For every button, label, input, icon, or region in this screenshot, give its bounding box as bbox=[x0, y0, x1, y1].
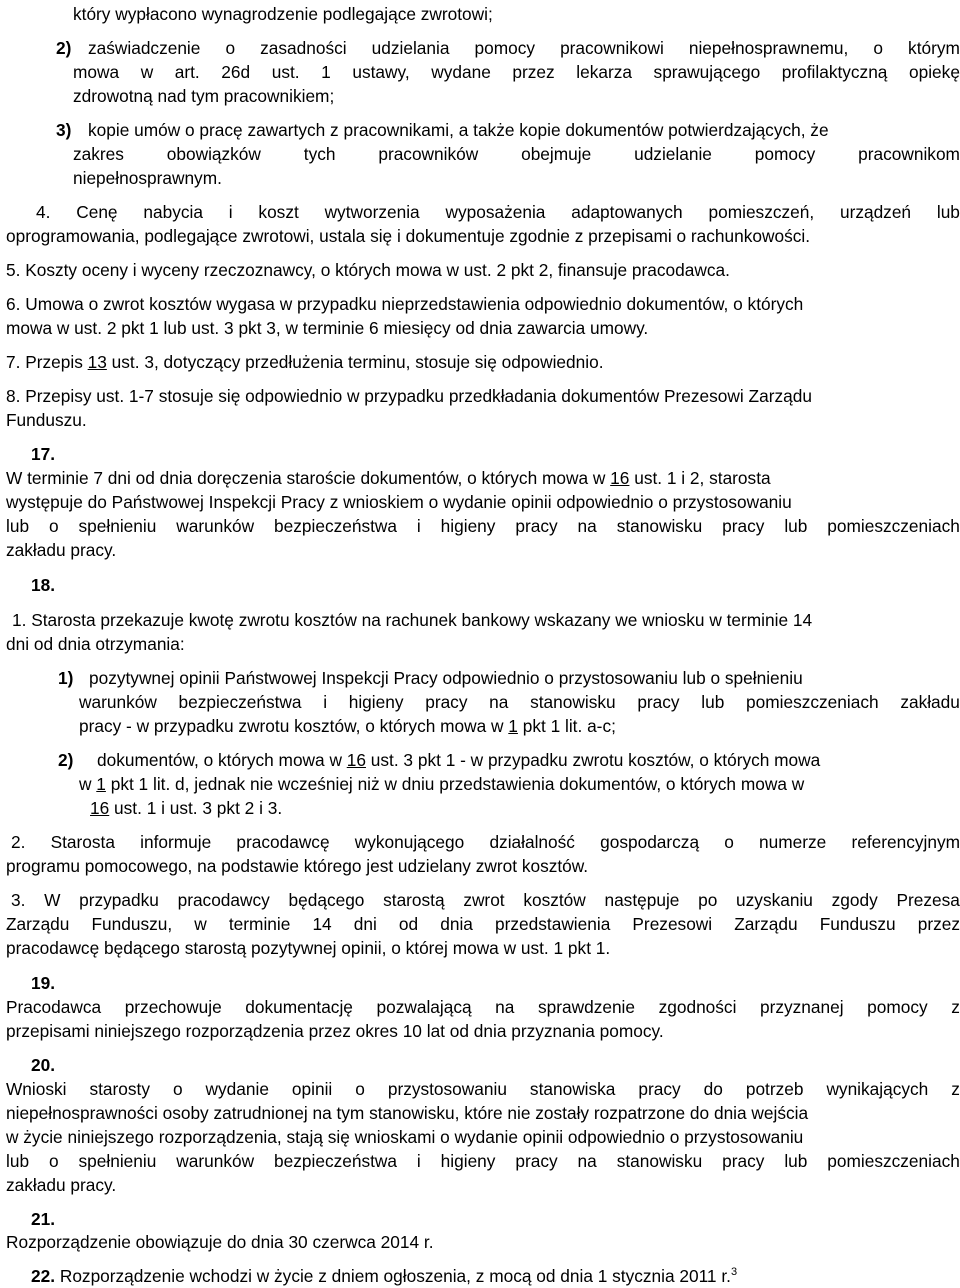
text-line: zdrowotną nad tym pracownikiem; bbox=[73, 86, 335, 106]
text-line: zakładu pracy. bbox=[6, 540, 117, 560]
text-line: zakładu pracy. bbox=[6, 1175, 117, 1195]
list-number: 2) bbox=[56, 38, 72, 58]
text-line: w życie niniejszego rozporządzenia, stają się wnioskami o wydanie opinii odpowiednio o przystosowaniu bbox=[6, 1127, 804, 1147]
footnote-marker: 3 bbox=[730, 1266, 738, 1278]
section-reference: 1 bbox=[508, 716, 518, 736]
text-line: 6. Umowa o zwrot kosztów wygasa w przypadku nieprzedstawienia odpowiednio dokumentów, o których bbox=[6, 294, 804, 314]
text-line: oprogramowania, podlegające zwrotowi, ustala się i dokumentuje zgodnie z przepisami o rachunkowości. bbox=[6, 226, 811, 246]
text-line: niepełnosprawności osoby zatrudnionej na tym stanowisku, które nie zostały rozpatrzone do dnia wejścia bbox=[6, 1103, 809, 1123]
text-line: 4. Cenę nabycia i koszt wytworzenia wyposażenia adaptowanych pomieszczeń, urządzeń lub bbox=[36, 202, 960, 222]
text-line: pracodawcę będącego starostą pozytywnej opinii, o której mowa w ust. 1 pkt 1. bbox=[6, 938, 611, 958]
text-line: kopie umów o pracę zawartych z pracownikami, a także kopie dokumentów potwierdzających, że bbox=[88, 120, 829, 140]
text-line: w 1 pkt 1 lit. d, jednak nie wcześniej niż w dniu przedstawienia dokumentów, o których mowa w bbox=[79, 774, 805, 794]
section-heading: 19. bbox=[31, 973, 56, 993]
text-line: zaświadczenie o zasadności udzielania pomocy pracownikowi niepełnosprawnemu, o którym bbox=[88, 38, 960, 58]
text-line: Rozporządzenie obowiązuje do dnia 30 czerwca 2014 r. bbox=[6, 1232, 434, 1252]
section-reference: 16 bbox=[90, 798, 110, 818]
section-reference: 16 bbox=[346, 750, 366, 770]
text-line: W terminie 7 dni od dnia doręczenia staroście dokumentów, o których mowa w 16 ust. 1 i 2, starosta bbox=[6, 468, 771, 488]
section-reference: 16 bbox=[610, 468, 630, 488]
section-reference: 1 bbox=[96, 774, 106, 794]
text-line: pozytywnej opinii Państwowej Inspekcji Pracy odpowiednio o przystosowaniu lub o spełnieniu bbox=[89, 668, 803, 688]
section-reference: 13 bbox=[87, 352, 107, 372]
text-line: który wypłacono wynagrodzenie podlegające zwrotowi; bbox=[73, 4, 493, 24]
document-page bbox=[6, 0, 958, 1288]
text-line: pracy - w przypadku zwrotu kosztów, o których mowa w 1 pkt 1 lit. a-c; bbox=[79, 716, 616, 736]
list-number: 1) bbox=[58, 668, 74, 688]
list-number: 3) bbox=[56, 120, 72, 140]
text-line: zakres obowiązków tych pracowników obejmuje udzielanie pomocy pracownikom bbox=[73, 144, 960, 164]
text-line: 8. Przepisy ust. 1-7 stosuje się odpowiednio w przypadku przedkładania dokumentów Prezesowi Zarządu bbox=[6, 386, 812, 406]
section-heading: 17. bbox=[31, 444, 56, 464]
section-heading: 22. bbox=[31, 1266, 56, 1286]
text-line: 2. Starosta informuje pracodawcę wykonującego działalność gospodarczą o numerze referencyjnym bbox=[11, 832, 960, 852]
text-line: 5. Koszty oceny i wyceny rzeczoznawcy, o których mowa w ust. 2 pkt 2, finansuje pracodawca. bbox=[6, 260, 730, 280]
text-line: lub o spełnieniu warunków bezpieczeństwa i higieny pracy na stanowisku pracy lub pomieszczeniach bbox=[6, 1151, 960, 1171]
text-line: 7. Przepis 13 ust. 3, dotyczący przedłużenia terminu, stosuje się odpowiednio. bbox=[6, 352, 604, 372]
section-heading: 21. bbox=[31, 1209, 56, 1229]
text-line: Funduszu. bbox=[6, 410, 87, 430]
text-line: mowa w ust. 2 pkt 1 lub ust. 3 pkt 3, w terminie 6 miesięcy od dnia zawarcia umowy. bbox=[6, 318, 649, 338]
text-line: niepełnosprawnym. bbox=[73, 168, 222, 188]
text-line: dokumentów, o których mowa w 16 ust. 3 pkt 1 - w przypadku zwrotu kosztów, o których mowa bbox=[97, 750, 821, 770]
text-line: lub o spełnieniu warunków bezpieczeństwa i higieny pracy na stanowisku pracy lub pomieszczeniach bbox=[6, 516, 960, 536]
text-line: 1. Starosta przekazuje kwotę zwrotu kosztów na rachunek bankowy wskazany we wniosku w terminie 14 bbox=[12, 610, 813, 630]
text-line: występuje do Państwowej Inspekcji Pracy z wnioskiem o wydanie opinii odpowiednio o przystosowaniu bbox=[6, 492, 792, 512]
text-line: 22. Rozporządzenie wchodzi w życie z dniem ogłoszenia, z mocą od dnia 1 stycznia 2011 r.$^3$ bbox=[31, 1266, 738, 1286]
text-line: 16 ust. 1 i ust. 3 pkt 2 i 3. bbox=[90, 798, 283, 818]
text-line: 3. W przypadku pracodawcy będącego starostą zwrot kosztów następuje po uzyskaniu zgody Prezesa bbox=[11, 890, 960, 910]
text-line: dni od dnia otrzymania: bbox=[6, 634, 185, 654]
text-line: przepisami niniejszego rozporządzenia przez okres 10 lat od dnia przyznania pomocy. bbox=[6, 1021, 664, 1041]
text-line: Wnioski starosty o wydanie opinii o przystosowaniu stanowiska pracy do potrzeb wynikających z bbox=[6, 1079, 960, 1099]
text-line: mowa w art. 26d ust. 1 ustawy, wydane przez lekarza sprawującego profilaktyczną opiekę bbox=[73, 62, 960, 82]
text-line: warunków bezpieczeństwa i higieny pracy na stanowisku pracy lub pomieszczeniach zakładu bbox=[79, 692, 960, 712]
list-number: 2) bbox=[58, 750, 74, 770]
text-line: programu pomocowego, na podstawie którego jest udzielany zwrot kosztów. bbox=[6, 856, 589, 876]
text-line: Zarządu Funduszu, w terminie 14 dni od dnia przedstawienia Prezesowi Zarządu Funduszu przez bbox=[6, 914, 960, 934]
section-heading: 20. bbox=[31, 1055, 56, 1075]
section-heading: 18. bbox=[31, 575, 56, 595]
text-line: Pracodawca przechowuje dokumentację pozwalającą na sprawdzenie zgodności przyznanej pomocy z bbox=[6, 997, 960, 1017]
